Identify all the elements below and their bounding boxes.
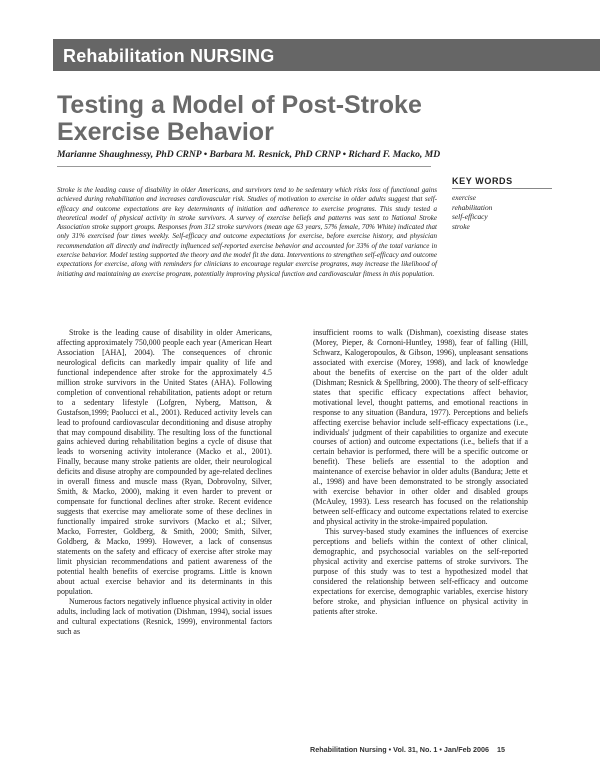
- article-title: Testing a Model of Post-Stroke Exercise Behavior: [57, 91, 422, 146]
- keyword-item: rehabilitation: [452, 202, 493, 212]
- abstract: Stroke is the leading cause of disability in older Americans, and survivors tend to be sedentary which risks loss of functional gains achieved during rehabilitation and increases cardiovascular risk. Studies of motivation to exercise in older adults suggest that self-efficacy and outcome expectations are key determinants of initiation and adherence to exercise programs. This study tested a theoretical model of physical activity in stroke survivors. A survey of exercise beliefs and patterns was sent to National Stroke Association stroke support groups. Responses from 312 stroke survivors (mean age 63 years, 57% female, 70% White) indicated that only 31% exercised four times weekly. Self-efficacy and outcome expectations for exercise, before exercise history, and physician recommendation all directly and indirectly influenced self-reported exercise behavior and accounted for 33% of the total variance in exercise behavior. Model testing supported the theory and the model fit the data. Interventions to strengthen self-efficacy and outcome expectations for exercise, along with reminders for clinicians to encourage regular exercise programs, may increase the likelihood of initiating and maintaining an exercise program, potentially improving physical function and cardiovascular fitness in this population.: [57, 186, 437, 278]
- body-paragraph: insufficient rooms to walk (Dishman), coexisting disease states (Morey, Pieper, & Cornoni-Huntley, 1998), fear of falling (Hill, Schwarz, Kalogeropoulos, & Gibson, 1996), unpleasant sensations associated with exercise (Morey, 1998), and lack of knowledge about the benefits of exercise on the part of the older adult (Dishman; Resnick & Spellbring, 2000). The theory of self-efficacy states that specific efficacy expectations affect behavior, motivational level, thought patterns, and emotional reactions in response to any situation (Bandura, 1977). Perceptions and beliefs affecting exercise behavior include self-efficacy expectations (i.e., individuals' judgment of their capabilities to organize and execute courses of action) and outcome expectations (i.e., beliefs that if a certain behavior is performed, there will be a specific outcome or benefit). These beliefs are essential to the adoption and maintenance of exercise behavior in older adults (Bandura; Jette et al., 1998) and have been demonstrated to be strongly associated with exercise behavior in other older and disabled groups (McAuley, 1993). Less research has focused on the relationship between self-efficacy and outcome expectations related to exercise and physical activity in the stroke-impaired population.: [313, 328, 528, 527]
- keywords-box: [452, 176, 552, 231]
- page-footer: [310, 745, 540, 754]
- keywords-heading: KEY WORDS: [452, 176, 552, 189]
- body-paragraph: Stroke is the leading cause of disability in older Americans, affecting approximately 750,000 people each year (American Heart Association [AHA], 2004). The consequences of chronic neurological deficits can markedly impair quality of life and functional independence after stroke for the approximately 4.5 million stroke survivors in the United States (AHA). Following completion of conventional rehabilitation, patients adopt or return to a sedentary lifestyle (Lofgren, Nyberg, Mattson, & Gustafson,1999; Paolucci et al., 2001). Reduced activity levels can lead to profound cardiovascular deconditioning and disuse atrophy that may compound disability. The resulting loss of the functional gains achieved during rehabilitation begins a cycle of disuse that leads to worsening activity intolerance (Macko et al., 2001). Finally, because many stroke patients are older, their neurological deficits and disuse atrophy are compounded by age-related declines in overall fitness and muscle mass (Ryan, Dobrovolny, Silver, Smith, & Macko, 2000), making it even harder to prevent or compensate for functional declines after stroke. Recent evidence suggests that exercise may ameliorate some of these declines in functionally impaired stroke survivors (Macko et al.; Silver, Macko, Forrester, Goldberg, & Smith, 2000; Smith, Silver, Goldberg, & Macko, 1999). However, a lack of consensus statements on the safety and efficacy of exercise after stroke may limit physician recommendations and patient awareness of the potential health benefits of exercise programs. Little is known about actual exercise behavior and its determinants in this population.: [57, 328, 272, 596]
- page-number: 15: [497, 745, 506, 754]
- body-column-right: [313, 328, 528, 617]
- keyword-item: stroke: [452, 221, 470, 231]
- body-paragraph: Numerous factors negatively influence physical activity in older adults, including lack of motivation (Dishman, 1994), social issues and cultural expectations (Resnick, 1999), environmental factors such as: [57, 596, 272, 636]
- keyword-item: exercise: [452, 193, 476, 202]
- journal-name: Rehabilitation NURSING: [63, 46, 275, 66]
- footer-citation: Rehabilitation Nursing • Vol. 31, No. 1 • Jan/Feb 2006: [310, 745, 490, 754]
- article-authors: Marianne Shaughnessy, PhD CRNP • Barbara M. Resnick, PhD CRNP • Richard F. Macko, MD: [57, 149, 441, 160]
- journal-banner: [53, 39, 600, 71]
- abstract-divider: [57, 166, 431, 167]
- body-column-left: [57, 328, 272, 637]
- body-paragraph: This survey-based study examines the influences of exercise perceptions and beliefs within the context of other clinical, demographic, and psychosocial variables on the self-reported physical activity and exercise patterns of stroke survivors. The purpose of this study was to test a hypothesized model that considered the relationship between self-efficacy and outcome expectations for exercise, demographic variables, exercise history before stroke, and physician influence on physical activity in patients after stroke.: [313, 527, 528, 616]
- keyword-item: self-efficacy: [452, 212, 488, 221]
